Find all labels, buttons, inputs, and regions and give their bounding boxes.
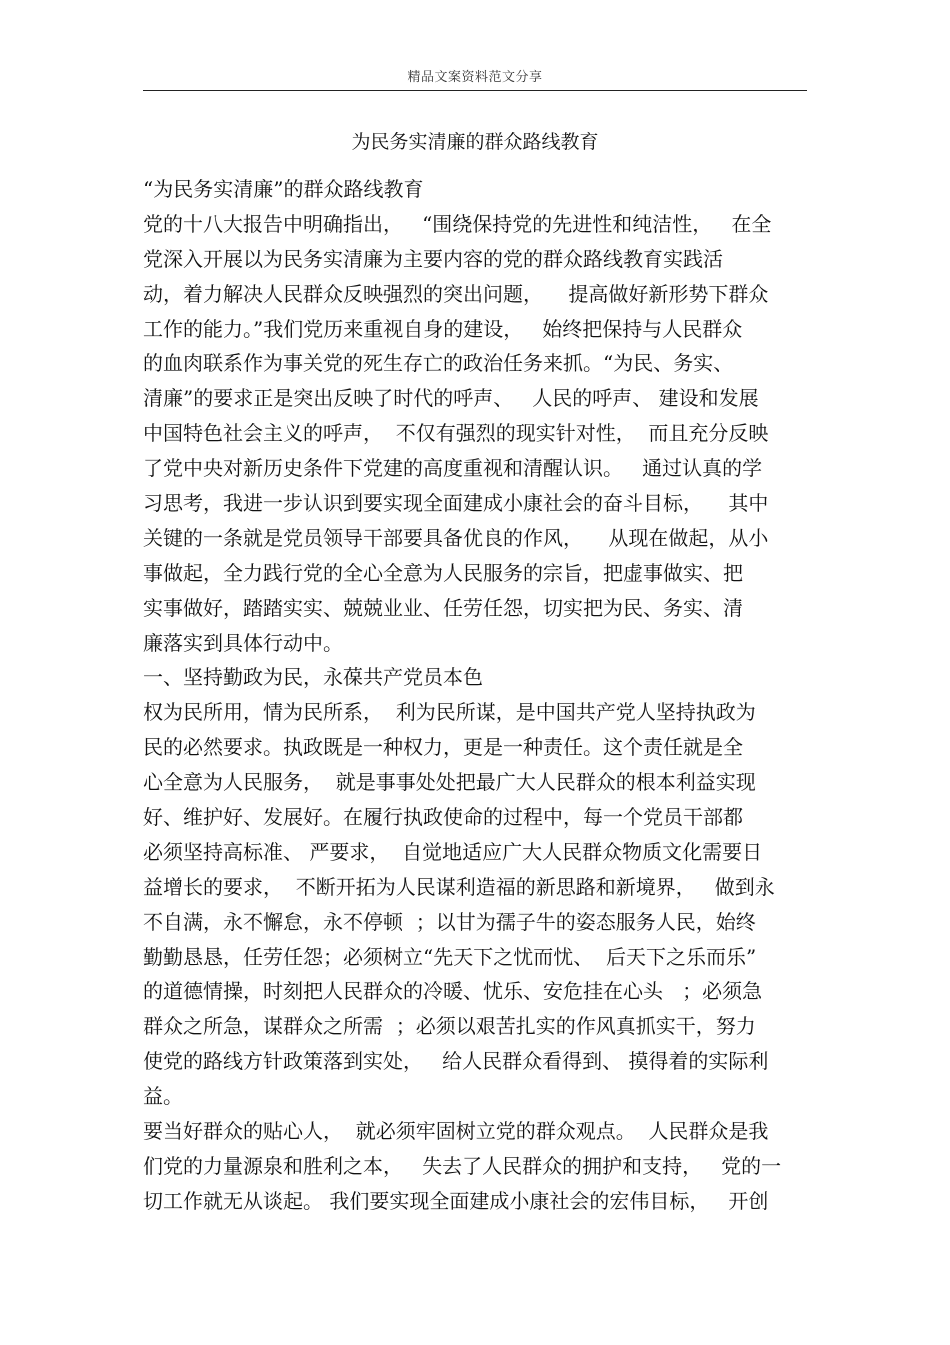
body-line: 党的十八大报告中明确指出， “围绕保持党的先进性和纯洁性， 在全: [143, 211, 772, 236]
body-line: 权为民所用，情为民所系， 利为民所谋，是中国共产党人坚持执政为: [143, 700, 756, 725]
body-line: 廉落实到具体行动中。: [143, 630, 343, 655]
body-line: 事做起，全力践行党的全心全意为人民服务的宗旨，把虚事做实、把: [143, 560, 743, 585]
body-line: “为民务实清廉”的群众路线教育: [143, 177, 424, 201]
body-line: 动，着力解决人民群众反映强烈的突出问题， 提高做好新形势下群众: [143, 281, 769, 306]
body-line: 心全意为人民服务， 就是事事处处把最广大人民群众的根本利益实现: [143, 770, 756, 795]
body-line: 工作的能力。”我们党历来重视自身的建设， 始终把保持与人民群众: [143, 316, 743, 341]
body-line: 好、维护好、发展好。在履行执政使命的过程中，每一个党员干部都: [143, 805, 743, 830]
body-line: 切工作就无从谈起。 我们要实现全面建成小康社会的宏伟目标， 开创: [143, 1188, 769, 1213]
body-line: 必须坚持高标准、 严要求， 自觉地适应广大人民群众物质文化需要日: [143, 839, 763, 864]
document-body: [143, 172, 813, 1219]
body-line: 的道德情操，时刻把人民群众的冷暖、忧乐、安危挂在心头 ；必须急: [143, 979, 763, 1004]
body-line: 益。: [143, 1084, 183, 1109]
body-line: 了党中央对新历史条件下党建的高度重视和清醒认识。 通过认真的学: [143, 456, 763, 481]
body-line: 不自满，永不懈怠，永不停顿 ；以甘为孺子牛的姿态服务人民，始终: [143, 909, 756, 934]
body-line: 益增长的要求， 不断开拓为人民谋利造福的新思路和新境界， 做到永: [143, 874, 775, 899]
body-line: 关键的一条就是党员领导干部要具备优良的作风， 从现在做起，从小: [143, 525, 769, 550]
body-line: 民的必然要求。执政既是一种权力，更是一种责任。这个责任就是全: [143, 735, 743, 760]
body-line: 习思考，我进一步认识到要实现全面建成小康社会的奋斗目标， 其中: [143, 491, 769, 516]
body-line: 要当好群众的贴心人， 就必须牢固树立党的群众观点。 人民群众是我: [143, 1119, 769, 1144]
body-line: 群众之所急，谋群众之所需 ；必须以艰苦扎实的作风真抓实干，努力: [143, 1014, 756, 1039]
body-line: 们党的力量源泉和胜利之本， 失去了人民群众的拥护和支持， 党的一: [143, 1153, 782, 1178]
body-line: 实事做好，踏踏实实、兢兢业业、任劳任怨，切实把为民、务实、清: [143, 595, 743, 620]
body-line: 勤勤恳恳，任劳任怨；必须树立“先天下之忧而忧、 后天下之乐而乐”: [143, 944, 757, 969]
body-line: 清廉”的要求正是突出反映了时代的呼声、 人民的呼声、 建设和发展: [143, 386, 759, 411]
section-heading: 一、坚持勤政为民，永葆共产党员本色: [143, 665, 483, 690]
body-line: 党深入开展以为民务实清廉为主要内容的党的群众路线教育实践活: [143, 246, 723, 271]
page-header-text: 精品文案资料范文分享: [407, 70, 543, 85]
body-line: 的血肉联系作为事关党的死生存亡的政治任务来抓。“为民、务实、: [143, 351, 734, 376]
header-divider: [143, 90, 807, 91]
document-title: 为民务实清廉的群众路线教育: [351, 131, 599, 153]
body-line: 中国特色社会主义的呼声， 不仅有强烈的现实针对性， 而且充分反映: [143, 421, 769, 446]
body-line: 使党的路线方针政策落到实处， 给人民群众看得到、 摸得着的实际利: [143, 1049, 769, 1074]
